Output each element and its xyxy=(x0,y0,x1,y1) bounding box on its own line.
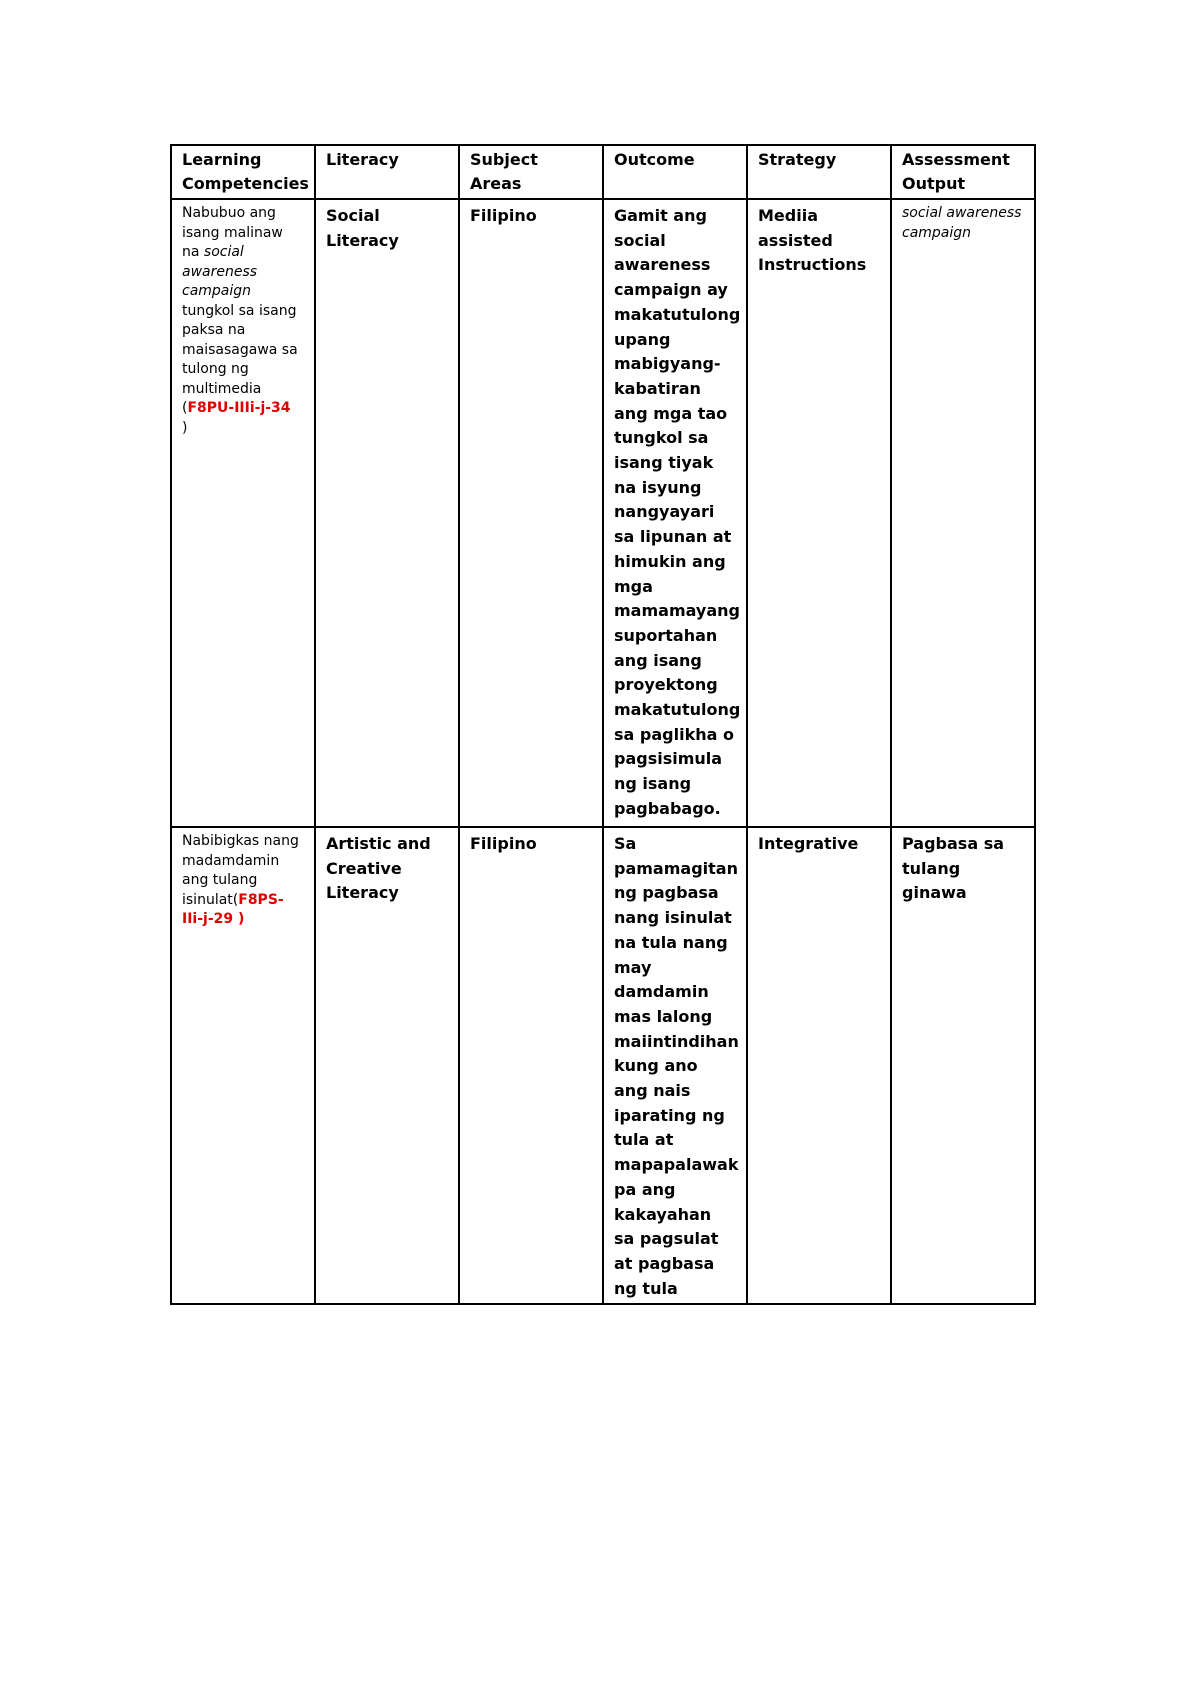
header-outcome: Outcome xyxy=(603,145,747,199)
code-open-paren: ( xyxy=(182,400,188,416)
table-row xyxy=(171,827,1035,1304)
header-literacy: Literacy xyxy=(315,145,459,199)
code-close-paren: ) xyxy=(233,911,245,927)
header-learning-competencies: Learning Competencies xyxy=(171,145,315,199)
competency-italic-text: social awareness campaign xyxy=(182,244,258,299)
competency-code: F8PU-IIIi-j-34 xyxy=(187,400,291,416)
competency-code: F8PS-IIi-j-29 xyxy=(182,891,284,927)
outcome-cell: Gamit ang social awareness campaign ay makatutulong upang mabigyang-kabatiran ang mga tao tungkol sa isang tiyak na isyung nangyayari sa lipunan at himukin ang mga mamamayang suportahan ang isang proyektong makatutulong sa paglikha o pagsisimula ng isang pagbabago. xyxy=(603,199,747,827)
strategy-cell: Mediia assisted Instructions xyxy=(747,199,891,827)
competency-text: Nabibigkas nang madamdamin ang tulang isinulat xyxy=(182,833,299,908)
table-row xyxy=(171,199,1035,827)
header-subject-areas: Subject Areas xyxy=(459,145,603,199)
subject-cell: Filipino xyxy=(459,199,603,827)
header-assessment-output: Assessment Output xyxy=(891,145,1035,199)
table-header-row xyxy=(171,145,1035,199)
literacy-cell: Social Literacy xyxy=(315,199,459,827)
literacy-cell: Artistic and Creative Literacy xyxy=(315,827,459,1304)
assessment-cell: Pagbasa sa tulang ginawa xyxy=(891,827,1035,1304)
code-close-paren: ) xyxy=(182,419,188,436)
strategy-cell: Integrative xyxy=(747,827,891,1304)
competency-text: Nabubuo ang isang malinaw na xyxy=(182,205,283,260)
header-strategy: Strategy xyxy=(747,145,891,199)
outcome-cell: Sa pamamagitan ng pagbasa nang isinulat na tula nang may damdamin mas lalong maiintindihan kung ano ang nais iparating ng tula at mapapalawak pa ang kakayahan sa pagsulat at pagbasa ng tula xyxy=(603,827,747,1304)
lesson-plan-table xyxy=(170,144,1036,1305)
competency-cell xyxy=(171,827,315,1304)
assessment-cell: social awareness campaign xyxy=(891,199,1035,827)
competency-text-continued: tungkol sa isang paksa na maisasagawa sa tulong ng multimedia xyxy=(182,302,298,397)
competency-cell xyxy=(171,199,315,827)
code-open-paren: ( xyxy=(232,891,239,908)
subject-cell: Filipino xyxy=(459,827,603,1304)
